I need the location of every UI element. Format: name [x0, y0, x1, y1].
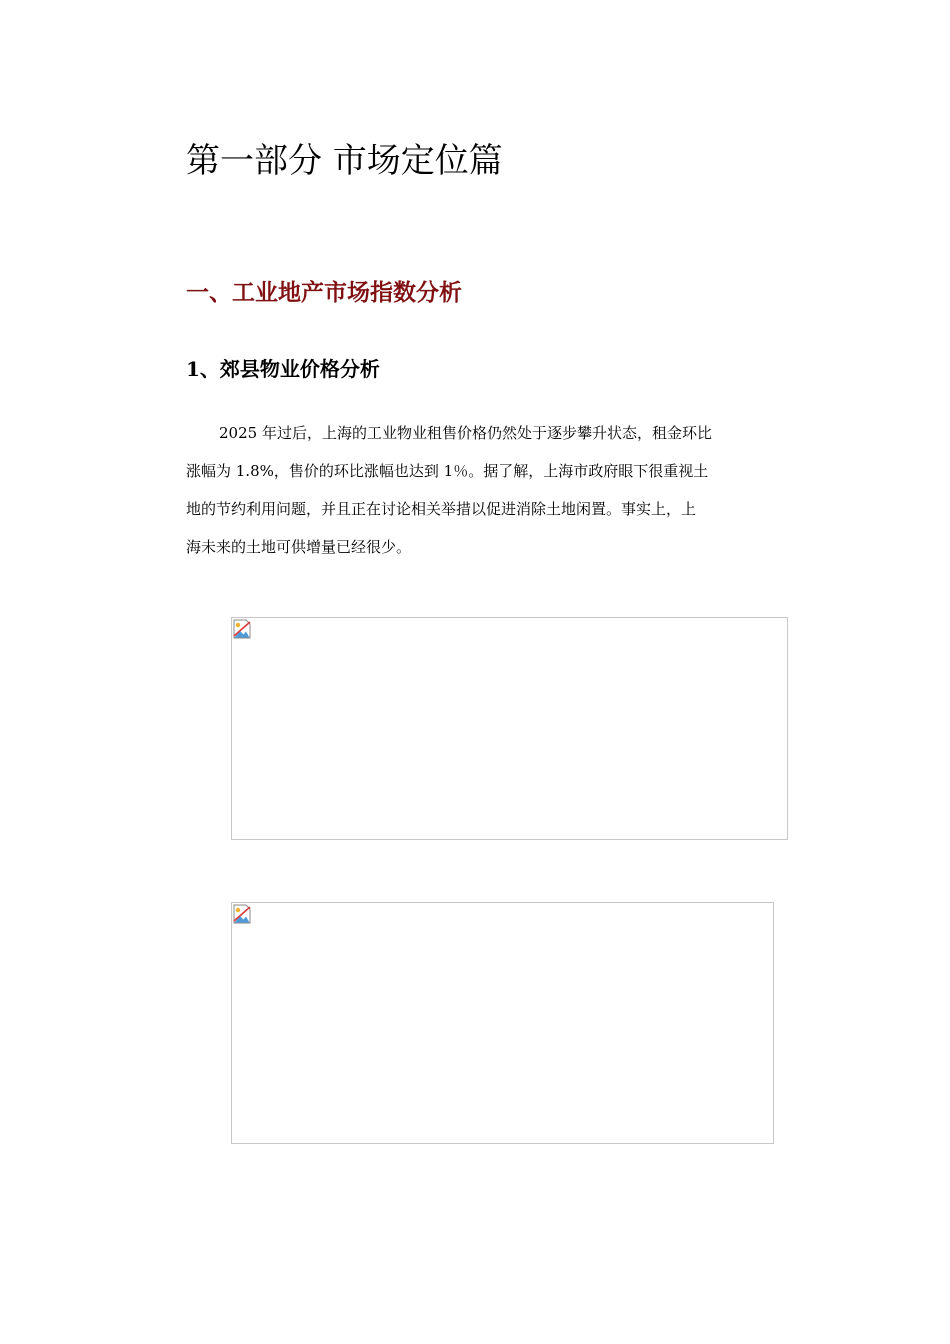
paragraph-line: 地的节约利用问题，并且正在讨论相关举措以促进消除土地闲置。事实上，上 [186, 500, 697, 518]
paragraph-line: 涨幅为 1.8%，售价的环比涨幅也达到 1％。据了解，上海市政府眼下很重视土 [186, 462, 709, 480]
body-paragraph [186, 414, 766, 566]
broken-image-icon [233, 619, 251, 639]
broken-image-icon [233, 904, 251, 924]
part-title: 第一部分 市场定位篇 [186, 141, 503, 181]
paragraph-line: 2025 年过后，上海的工业物业租售价格仍然处于逐步攀升状态，租金环比 [219, 424, 712, 442]
paragraph-line: 海未来的土地可供增量已经很少。 [186, 538, 412, 556]
subsection-heading: 1、郊县物业价格分析 [186, 357, 380, 381]
image-placeholder-1 [231, 617, 788, 840]
image-placeholder-2 [231, 902, 774, 1144]
section-heading: 一、工业地产市场指数分析 [186, 280, 462, 306]
